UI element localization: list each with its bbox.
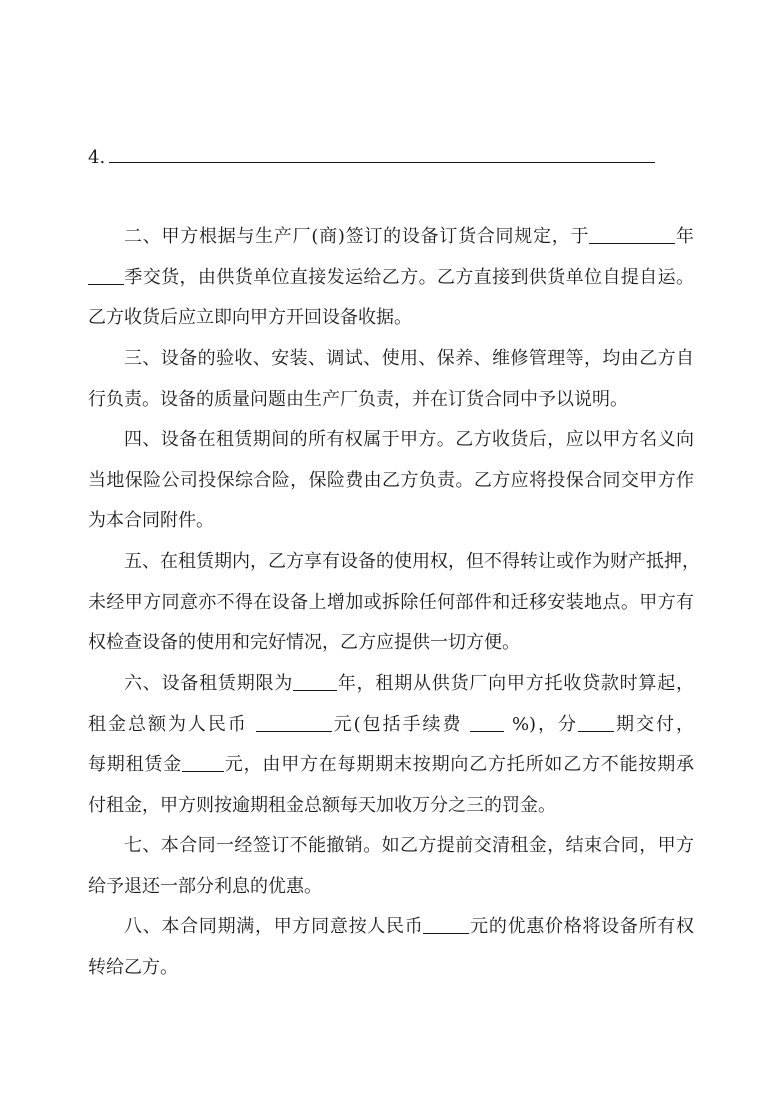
handling-fee-percent-blank <box>470 705 504 732</box>
clause-5-line-1: 五、在租赁期内，乙方享有设备的使用权，但不得转让或作为财产抵押， <box>124 551 700 572</box>
item-4-label: 4. <box>88 147 106 168</box>
clause-7-line-2: 给予退还一部分利息的优惠。 <box>88 875 322 897</box>
clause-5-line-2: 未经甲方同意亦不得在设备上增加或拆除任何部件和迁移安装地点。甲方有 <box>88 591 694 613</box>
transfer-price-blank <box>423 907 469 934</box>
clause-8-line-1: 八、本合同期满，甲方同意按人民币 元的优惠价格将设备所有权 <box>88 907 694 948</box>
item-4-line <box>88 142 655 172</box>
clause-2-line-1: 二、甲方根据与生产厂(商)签订的设备订货合同规定，于 年 <box>88 217 694 258</box>
clause-4-line-1: 四、设备在租赁期间的所有权属于甲方。乙方收货后，应以甲方名义向 <box>124 429 694 450</box>
clause-5-line-3: 权检查设备的使用和完好情况，乙方应提供一切方便。 <box>88 632 520 654</box>
total-rent-blank <box>256 705 332 732</box>
installments-blank <box>578 705 614 732</box>
clause-6-line-2: 租金总额为人民币 元(包括手续费 %)，分 期交付， <box>88 705 694 746</box>
clause-2-line-2: 季交货，由供货单位直接发运给乙方。乙方直接到供货单位自提自运。 <box>88 258 694 299</box>
clause-4-line-2: 当地保险公司投保综合险，保险费由乙方负责。乙方应将投保合同交甲方作 <box>88 469 694 491</box>
clause-7 <box>88 826 694 907</box>
clause-3-line-1: 三、设备的验收、安装、调试、使用、保养、维修管理等，均由乙方自 <box>124 348 694 369</box>
clause-2-line-3: 乙方收货后应立即向甲方开回设备收据。 <box>88 307 412 329</box>
installment-amount-blank <box>182 745 224 772</box>
clause-6 <box>88 664 694 826</box>
delivery-year-blank <box>589 217 675 244</box>
clause-6-line-1: 六、设备租赁期限为 年，租期从供货厂向甲方托收贷款时算起， <box>88 664 694 705</box>
delivery-quarter-blank <box>88 258 124 285</box>
lease-term-years-blank <box>293 664 337 691</box>
item-4-blank <box>109 142 655 163</box>
clause-2 <box>88 217 694 339</box>
clause-8 <box>88 907 694 988</box>
clause-6-line-3: 每期租赁金 元，由甲方在每期期末按期向乙方托所如乙方不能按期承 <box>88 745 694 786</box>
clause-3-line-2: 行负责。设备的质量问题由生产厂负责，并在订货合同中予以说明。 <box>88 388 628 410</box>
clause-5 <box>88 542 700 664</box>
clause-3 <box>88 339 694 420</box>
clause-7-line-1: 七、本合同一经签订不能撤销。如乙方提前交清租金，结束合同，甲方 <box>124 835 694 856</box>
clause-4 <box>88 420 694 542</box>
clause-8-line-2: 转给乙方。 <box>88 956 178 978</box>
clause-4-line-3: 为本合同附件。 <box>88 510 214 532</box>
clause-6-line-4: 付租金，甲方则按逾期租金总额每天加收万分之三的罚金。 <box>88 794 556 816</box>
